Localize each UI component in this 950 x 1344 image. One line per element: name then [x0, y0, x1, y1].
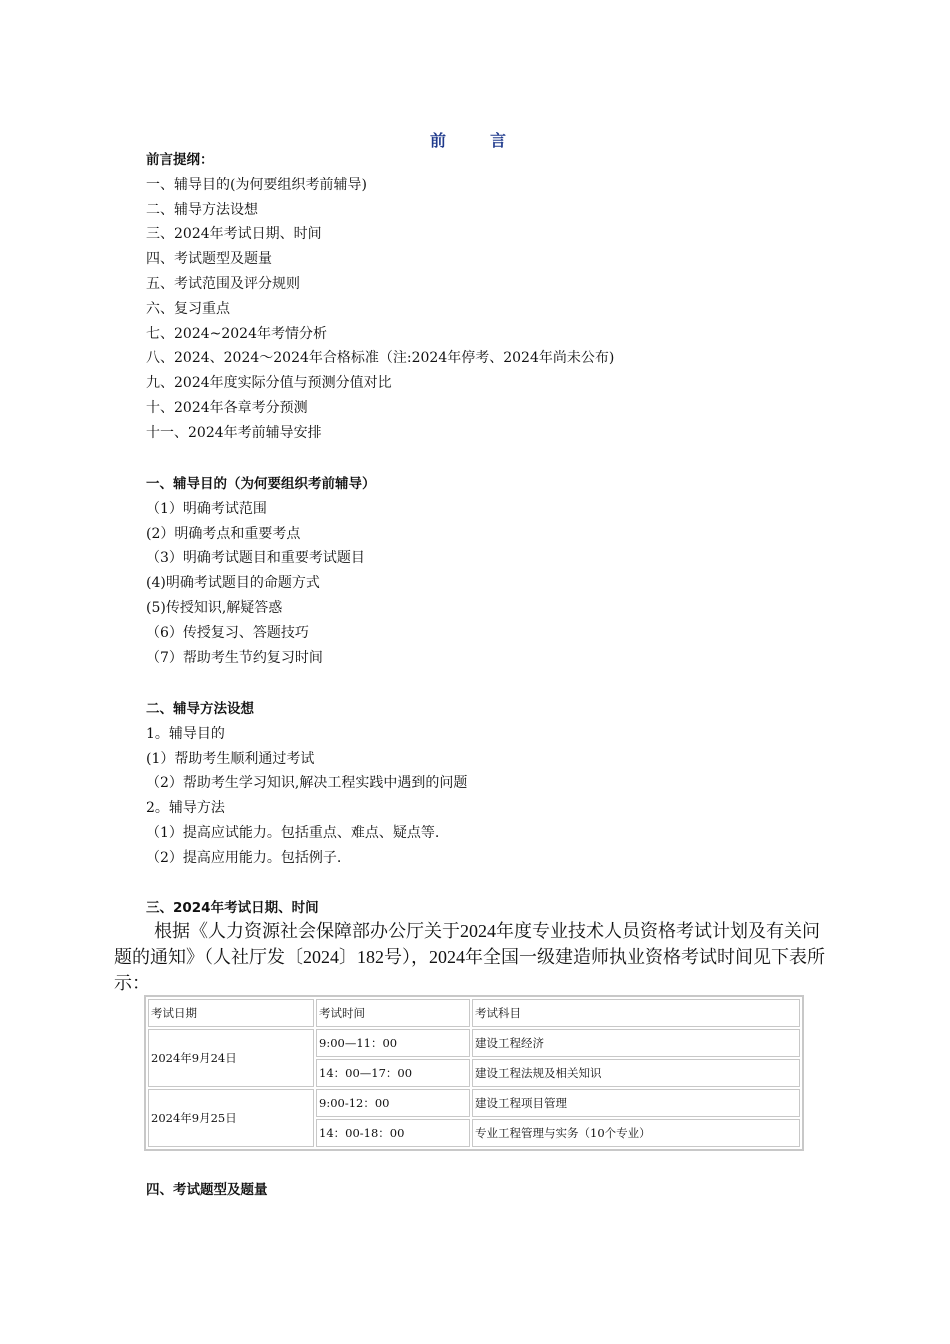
section-heading: 一、辅导目的（为何要组织考前辅导） [146, 476, 376, 492]
subject-cell: 专业工程管理与实务（10个专业） [472, 1119, 800, 1147]
list-item: （1）提高应试能力。包括重点、难点、疑点等. [146, 824, 440, 841]
section-heading: 三、2024年考试日期、时间 [146, 900, 319, 916]
list-item: （2）提高应用能力。包括例子. [146, 849, 342, 866]
list-item: (5)传授知识,解疑答惑 [146, 599, 283, 616]
table-header-cell: 考试日期 [148, 999, 314, 1027]
list-item: （1）明确考试范围 [146, 500, 267, 517]
outline-item: 十一、2024年考前辅导安排 [146, 424, 322, 441]
outline-item: 五、考试范围及评分规则 [146, 275, 300, 292]
subject-cell: 建设工程法规及相关知识 [472, 1059, 800, 1087]
section-3-paragraph: 根据《人力资源社会保障部办公厅关于2024年度专业技术人员资格考试计划及有关问题的通知》（人社厅发〔2024〕182号），2024年全国一级建造师执业资格考试时间见下表所示： [114, 921, 825, 993]
outline-item: 十、2024年各章考分预测 [146, 399, 308, 416]
subject-cell: 建设工程经济 [472, 1029, 800, 1057]
subject-cell: 建设工程项目管理 [472, 1089, 800, 1117]
section-2 [146, 697, 846, 871]
list-item: (1）帮助考生顺利通过考试 [146, 750, 315, 767]
outline-item: 九、2024年度实际分值与预测分值对比 [146, 375, 392, 392]
outline-item: 七、2024~2024年考情分析 [146, 325, 327, 342]
time-cell: 14：00—17：00 [316, 1059, 470, 1087]
time-cell: 9:00-12：00 [316, 1089, 470, 1117]
table-row [148, 1089, 800, 1117]
section-heading: 二、辅导方法设想 [146, 701, 254, 717]
page-title: 前 言 [429, 131, 520, 150]
list-item: （2）帮助考生学习知识,解决工程实践中遇到的问题 [146, 775, 468, 792]
section-4-heading: 四、考试题型及题量 [146, 1182, 268, 1198]
table-row [148, 1029, 800, 1057]
list-item: （6）传授复习、答题技巧 [146, 624, 309, 641]
table-header-cell: 考试科目 [472, 999, 800, 1027]
time-cell: 14：00-18：00 [316, 1119, 470, 1147]
time-cell: 9:00—11：00 [316, 1029, 470, 1057]
date-cell: 2024年9月24日 [148, 1029, 314, 1087]
list-item: （3）明确考试题目和重要考试题目 [146, 550, 365, 567]
table-header-row [148, 999, 800, 1027]
outline-heading: 前言提纲： [146, 152, 214, 168]
outline-item: 一、辅导目的(为何要组织考前辅导) [146, 176, 367, 193]
outline-item: 八、2024、2024～2024年合格标准（注:2024年停考、2024年尚未公布) [146, 350, 615, 367]
section-1 [146, 472, 846, 670]
outline-item: 二、辅导方法设想 [146, 201, 258, 218]
table-header-cell: 考试时间 [316, 999, 470, 1027]
outline-item: 四、考试题型及题量 [146, 251, 272, 268]
list-item: （7）帮助考生节约复习时间 [146, 649, 323, 666]
date-cell: 2024年9月25日 [148, 1089, 314, 1147]
exam-schedule-table [144, 995, 804, 1151]
outline [146, 148, 846, 446]
list-item: (4)明确考试题目的命题方式 [146, 575, 320, 592]
outline-item: 六、复习重点 [146, 300, 230, 317]
list-item: 2。辅导方法 [146, 800, 225, 817]
list-item: (2）明确考点和重要考点 [146, 525, 301, 542]
outline-item: 三、2024年考试日期、时间 [146, 226, 322, 243]
list-item: 1。辅导目的 [146, 725, 225, 742]
